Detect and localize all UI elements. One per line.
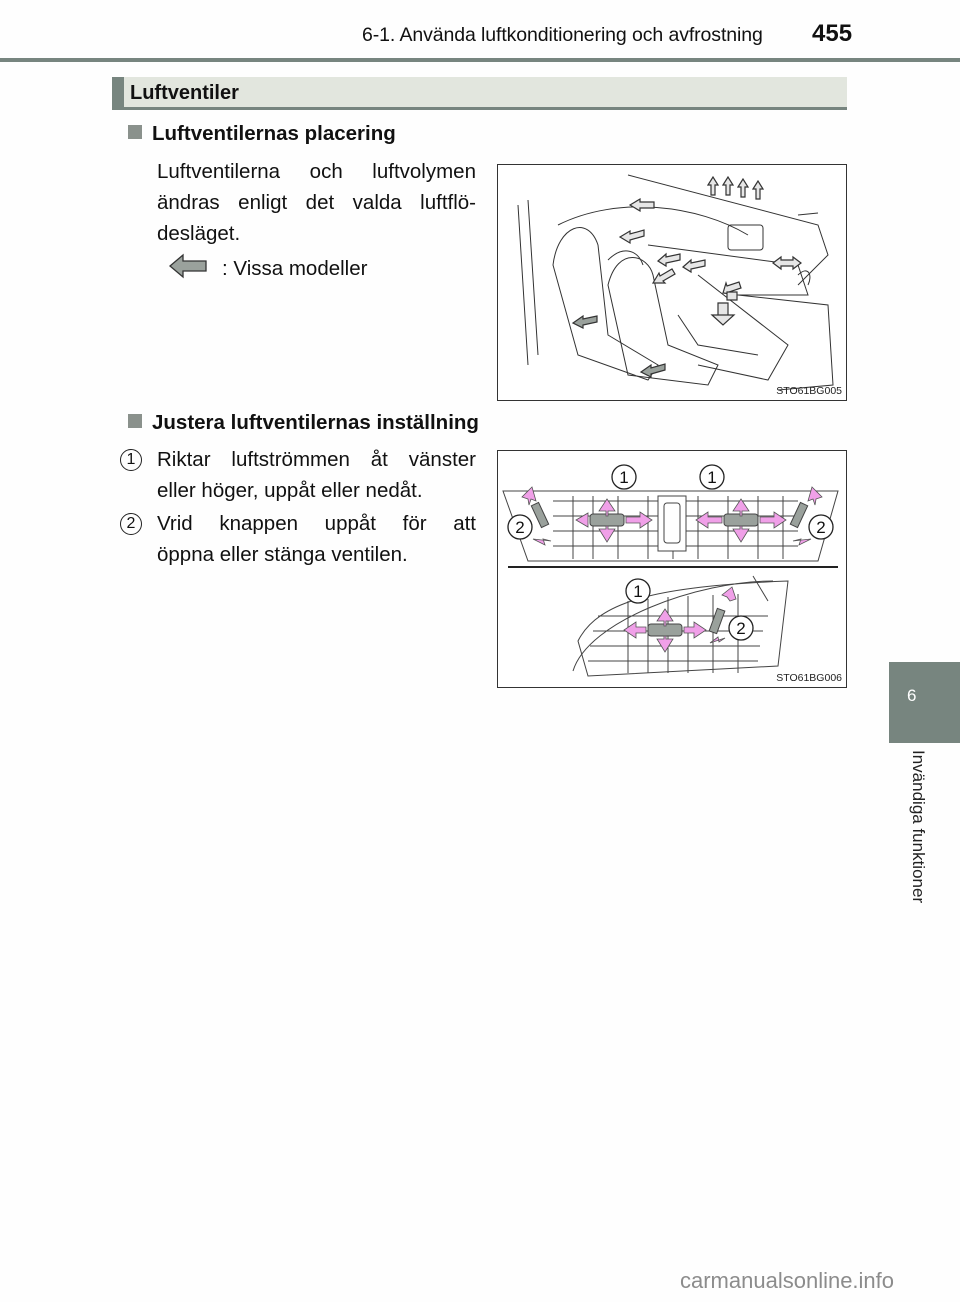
outline-arrow-left-icon <box>168 253 208 285</box>
figure-label-2a: 2 <box>515 518 525 537</box>
subheading-text: Justera luftventilernas inställning <box>152 411 479 434</box>
vent-adjustment-figure <box>497 450 847 688</box>
page-number: 455 <box>812 20 853 47</box>
subheading-adjust <box>128 411 479 435</box>
section-title: Luftventiler <box>130 82 239 104</box>
figure-label-1b: 1 <box>707 468 717 487</box>
step-2-line-2: öppna eller stänga ventilen. <box>157 543 408 566</box>
car-interior-illustration <box>498 165 845 399</box>
chapter-number: 6 <box>907 686 917 705</box>
legend-text: : Vissa modeller <box>222 257 368 280</box>
vent-locations-figure <box>497 164 847 401</box>
legend-row <box>168 254 367 284</box>
placement-paragraph-line-1: Luftventilerna och luftvolymen <box>157 160 476 183</box>
chapter-label: Invändiga funktioner <box>909 750 928 904</box>
section-heading-bar <box>112 77 847 110</box>
figure-label-1c: 1 <box>633 582 643 601</box>
chapter-tab <box>889 662 960 743</box>
header-rule <box>0 58 960 62</box>
placement-paragraph-line-2: ändras enligt det valda luftflö- <box>157 191 476 214</box>
figure-caption: STO61BG006 <box>776 672 842 684</box>
subheading-text: Luftventilernas placering <box>152 122 396 145</box>
vent-diagram <box>498 451 845 686</box>
watermark: carmanualsonline.info <box>680 1268 895 1293</box>
subheading-placement <box>128 122 396 146</box>
step-number-2: 2 <box>120 513 142 535</box>
step-1-line-1: Riktar luftströmmen åt vänster <box>157 448 476 471</box>
running-header <box>0 0 960 62</box>
figure-label-2c: 2 <box>736 619 746 638</box>
running-header-title: 6-1. Använda luftkonditionering och avfrostning <box>362 24 763 46</box>
step-1-line-2: eller höger, uppåt eller nedåt. <box>157 479 423 502</box>
placement-paragraph-line-3: desläget. <box>157 222 241 245</box>
section-accent <box>112 77 124 107</box>
figure-label-2b: 2 <box>816 518 826 537</box>
figure-caption: STO61BG005 <box>776 385 842 397</box>
step-number-1: 1 <box>120 449 142 471</box>
square-bullet-icon <box>128 414 142 428</box>
square-bullet-icon <box>128 125 142 139</box>
step-2-line-1: Vrid knappen uppåt för att <box>157 512 476 535</box>
figure-label-1a: 1 <box>619 468 629 487</box>
